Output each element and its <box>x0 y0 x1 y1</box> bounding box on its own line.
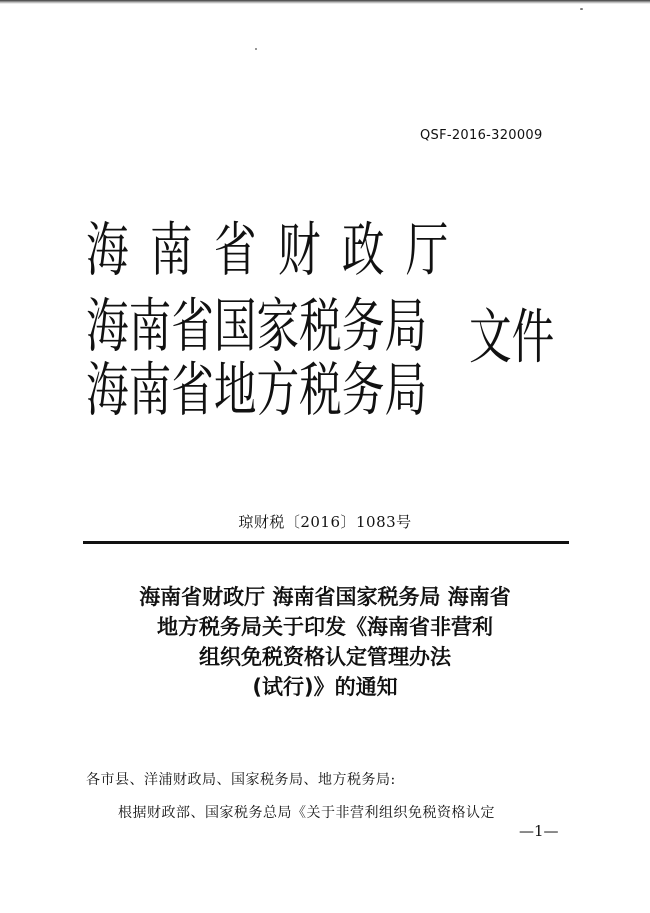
title-line: 组织免税资格认定管理办法 <box>199 645 451 669</box>
header-divider-rule <box>83 541 569 544</box>
scan-speck <box>255 48 257 50</box>
document-number: 琼财税〔2016〕1083号 <box>238 513 412 531</box>
document-title <box>40 582 610 702</box>
title-line: 地方税务局关于印发《海南省非营利 <box>157 615 493 639</box>
issuer-finance-department: 海南省财政厅 <box>86 217 470 285</box>
title-line: (试行)》的通知 <box>252 675 398 699</box>
scan-speck <box>580 8 583 10</box>
addressee-line: 各市县、洋浦财政局、国家税务局、地方税务局: <box>86 772 396 788</box>
document-code: QSF-2016-320009 <box>420 128 543 143</box>
document-suffix: 文件 <box>469 303 555 373</box>
title-line: 海南省财政厅 海南省国家税务局 海南省 <box>139 585 511 609</box>
issuer-local-tax-bureau: 海南省地方税务局 <box>86 357 428 425</box>
page-number: —1— <box>519 822 559 840</box>
body-paragraph-first-line: 根据财政部、国家税务总局《关于非营利组织免税资格认定 <box>118 805 495 821</box>
scan-edge <box>0 0 650 4</box>
issuer-national-tax-bureau: 海南省国家税务局 <box>86 293 428 361</box>
